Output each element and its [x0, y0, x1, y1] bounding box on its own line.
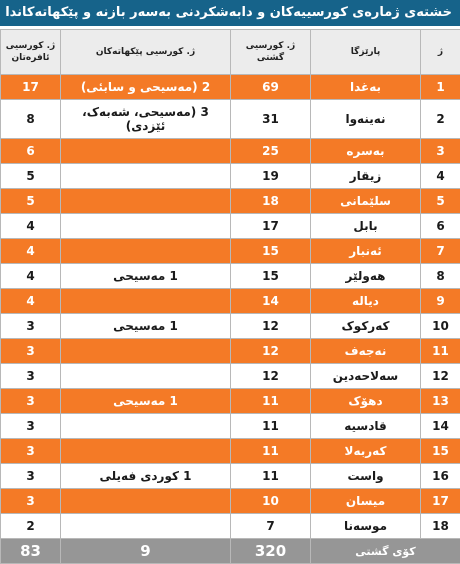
- cell-component-seats: [61, 439, 231, 464]
- table-row: [1, 364, 460, 389]
- total-row: [1, 539, 460, 564]
- cell-women-seats: 4: [1, 289, 61, 314]
- cell-women-seats: 3: [1, 489, 61, 514]
- cell-general-seats: 11: [231, 389, 311, 414]
- cell-province: دیالە: [311, 289, 421, 314]
- cell-general-seats: 17: [231, 214, 311, 239]
- cell-general-seats: 15: [231, 239, 311, 264]
- total-general: 320: [231, 539, 311, 564]
- table-row: [1, 189, 460, 214]
- cell-general-seats: 18: [231, 189, 311, 214]
- cell-women-seats: 5: [1, 189, 61, 214]
- table-row: [1, 100, 460, 139]
- cell-general-seats: 25: [231, 139, 311, 164]
- table-row: [1, 214, 460, 239]
- cell-component-seats: 1 مەسیحی: [61, 389, 231, 414]
- table-row: [1, 339, 460, 364]
- cell-component-seats: [61, 364, 231, 389]
- total-components: 9: [61, 539, 231, 564]
- cell-province: نەجەف: [311, 339, 421, 364]
- total-women: 83: [1, 539, 61, 564]
- cell-component-seats: [61, 514, 231, 539]
- cell-component-seats: [61, 139, 231, 164]
- cell-num: 18: [421, 514, 460, 539]
- cell-women-seats: 3: [1, 414, 61, 439]
- cell-province: نەینەوا: [311, 100, 421, 139]
- cell-women-seats: 3: [1, 464, 61, 489]
- cell-component-seats: [61, 489, 231, 514]
- cell-num: 13: [421, 389, 460, 414]
- cell-num: 17: [421, 489, 460, 514]
- cell-component-seats: 2 (مەسیحی و سابئی): [61, 75, 231, 100]
- cell-province: قادسیە: [311, 414, 421, 439]
- cell-component-seats: 1 کوردی فەیلی: [61, 464, 231, 489]
- cell-general-seats: 31: [231, 100, 311, 139]
- table-row: [1, 414, 460, 439]
- cell-component-seats: 1 مەسیحی: [61, 264, 231, 289]
- cell-province: هەولێر: [311, 264, 421, 289]
- table-row: [1, 164, 460, 189]
- cell-general-seats: 11: [231, 414, 311, 439]
- cell-general-seats: 11: [231, 439, 311, 464]
- cell-num: 9: [421, 289, 460, 314]
- cell-num: 4: [421, 164, 460, 189]
- cell-women-seats: 3: [1, 439, 61, 464]
- cell-num: 8: [421, 264, 460, 289]
- table-row: [1, 439, 460, 464]
- cell-women-seats: 3: [1, 389, 61, 414]
- table-row: [1, 314, 460, 339]
- header-component-seats: ژ. کورسیی پێکهاتەکان: [61, 30, 231, 75]
- cell-num: 6: [421, 214, 460, 239]
- cell-province: بابل: [311, 214, 421, 239]
- cell-province: سەلاحەدین: [311, 364, 421, 389]
- cell-component-seats: [61, 164, 231, 189]
- cell-num: 16: [421, 464, 460, 489]
- cell-women-seats: 2: [1, 514, 61, 539]
- cell-province: بەغدا: [311, 75, 421, 100]
- cell-general-seats: 7: [231, 514, 311, 539]
- cell-general-seats: 12: [231, 314, 311, 339]
- seats-table: [0, 29, 460, 564]
- cell-women-seats: 5: [1, 164, 61, 189]
- cell-num: 14: [421, 414, 460, 439]
- table-row: [1, 514, 460, 539]
- cell-general-seats: 15: [231, 264, 311, 289]
- cell-province: زیقار: [311, 164, 421, 189]
- table-row: [1, 489, 460, 514]
- cell-women-seats: 4: [1, 264, 61, 289]
- cell-num: 7: [421, 239, 460, 264]
- cell-women-seats: 3: [1, 364, 61, 389]
- cell-province: ئەنبار: [311, 239, 421, 264]
- header-province: پارێزگا: [311, 30, 421, 75]
- cell-component-seats: [61, 339, 231, 364]
- cell-women-seats: 4: [1, 239, 61, 264]
- header-num: ژ: [421, 30, 460, 75]
- cell-general-seats: 14: [231, 289, 311, 314]
- cell-general-seats: 12: [231, 339, 311, 364]
- cell-women-seats: 3: [1, 339, 61, 364]
- cell-component-seats: [61, 289, 231, 314]
- cell-women-seats: 3: [1, 314, 61, 339]
- table-row: [1, 464, 460, 489]
- cell-num: 12: [421, 364, 460, 389]
- cell-province: موسەنا: [311, 514, 421, 539]
- cell-component-seats: [61, 414, 231, 439]
- cell-num: 2: [421, 100, 460, 139]
- table-title: خشتەی ژمارەی کورسییەکان و دابەشکردنی بەسەر بازنە و پێکهاتەکاندا: [0, 0, 460, 26]
- cell-num: 11: [421, 339, 460, 364]
- header-women-seats: ژ. کورسیی ئافرەتان: [1, 30, 61, 75]
- header-general-seats: ژ. کورسیی گشتی: [231, 30, 311, 75]
- cell-women-seats: 8: [1, 100, 61, 139]
- cell-province: کەرکوک: [311, 314, 421, 339]
- cell-general-seats: 19: [231, 164, 311, 189]
- table-row: [1, 264, 460, 289]
- cell-women-seats: 4: [1, 214, 61, 239]
- cell-women-seats: 17: [1, 75, 61, 100]
- cell-province: سلێمانی: [311, 189, 421, 214]
- cell-general-seats: 11: [231, 464, 311, 489]
- table-row: [1, 139, 460, 164]
- cell-num: 1: [421, 75, 460, 100]
- table-row: [1, 389, 460, 414]
- cell-general-seats: 10: [231, 489, 311, 514]
- cell-component-seats: [61, 214, 231, 239]
- cell-num: 10: [421, 314, 460, 339]
- cell-component-seats: 3 (مەسیحی، شەبەک، ئێزدی): [61, 100, 231, 139]
- cell-province: کەربەلا: [311, 439, 421, 464]
- cell-women-seats: 6: [1, 139, 61, 164]
- cell-num: 5: [421, 189, 460, 214]
- cell-component-seats: 1 مەسیحی: [61, 314, 231, 339]
- cell-general-seats: 12: [231, 364, 311, 389]
- cell-component-seats: [61, 239, 231, 264]
- table-row: [1, 289, 460, 314]
- total-label: کۆی گشتی: [311, 539, 460, 564]
- cell-province: میسان: [311, 489, 421, 514]
- header-row: [1, 30, 460, 75]
- cell-num: 15: [421, 439, 460, 464]
- cell-province: دهۆک: [311, 389, 421, 414]
- cell-num: 3: [421, 139, 460, 164]
- cell-province: واست: [311, 464, 421, 489]
- cell-province: بەسرە: [311, 139, 421, 164]
- table-row: [1, 75, 460, 100]
- cell-general-seats: 69: [231, 75, 311, 100]
- cell-component-seats: [61, 189, 231, 214]
- table-row: [1, 239, 460, 264]
